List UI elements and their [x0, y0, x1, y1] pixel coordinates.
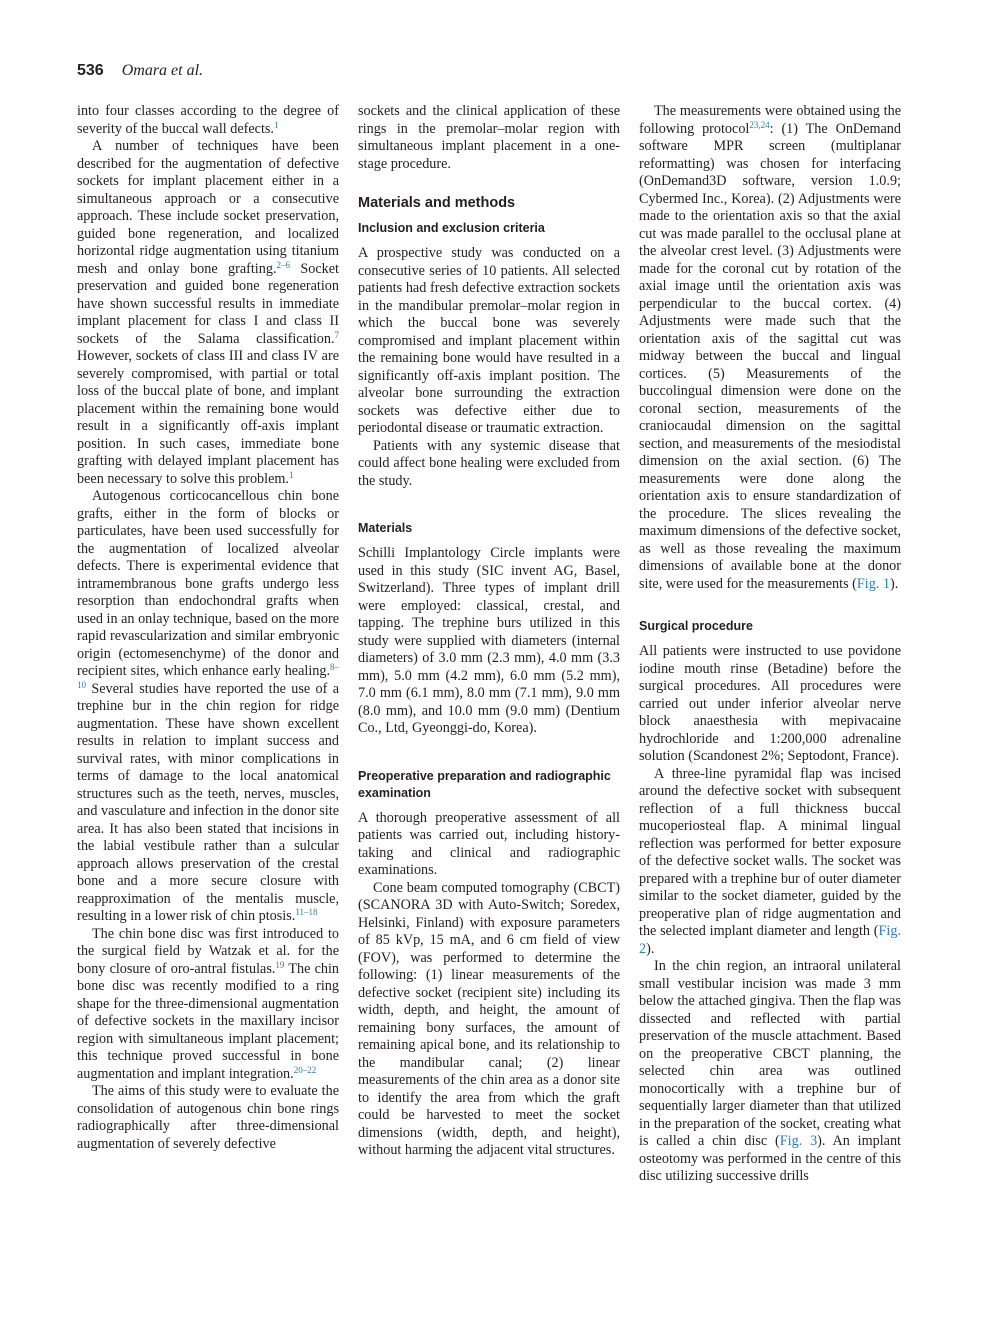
paragraph: A prospective study was conducted on a consecutive series of 10 patients. All selected patients had fresh defective extraction sockets in the mandibular premolar–molar region in which the buccal bone was severely compromised and implant placement within the remaining bone would have resulted in a significantly off-axis implant position. The alveolar bone surrounding the extraction sockets was defective either due to periodontal disease or traumatic extraction.: [358, 245, 620, 436]
paragraph: A thorough preoperative assessment of all patients was carried out, including history-taking and clinical and radiographic examinations.: [358, 809, 620, 878]
paragraph: The measurements were obtained using the following protocol$^{23,24}$: (1) The OnDemand software MPR screen (multiplanar reformatting) was chosen for interfacing (OnDemand3D software, version 1.0.9; Cybermed Inc., Korea). (2) Adjustments were made to the orientation axis so that the axial cut was made parallel to the occlusal plane at the alveolar crest level. (3) Adjustments were made for the coronal cut by rotation of the axial image until the orientation axis was perpendicular to the buccal cortex. (4) Adjustments were made such that the orientation axis of the sagittal cut was midway between the buccal and lingual cortices. (5) Measurements of the buccolingual dimension were done on the coronal section, measurements of the craniocaudal dimension on the sagittal section, and measurements of the mesiodistal dimension on the axial section. (6) The measurements were done along the orientation axis to ensure standardization of the procedure. The slices revealing the maximum dimensions of the defective socket, as well as those revealing the maximum dimensions of available bone at the donor site, were used for the measurements (Fig. 1).: [639, 103, 901, 592]
citation-link[interactable]: 7: [334, 329, 339, 340]
citation-link[interactable]: 1: [288, 469, 294, 480]
citation-link[interactable]: 1: [273, 119, 279, 130]
paragraph: In the chin region, an intraoral unilateral small vestibular incision was made 3 mm below the attached gingiva. Then the flap was dissected and reflected with partial preservation of the muscle attachment. Based on the preoperative CBCT planning, the selected chin area was outlined monocortically with a trephine bur of sequentially larger diameter than that utilized in the preparation of the socket, creating what is called a chin disc (Fig. 3). An implant osteotomy was performed in the centre of this disc utilizing successive drills: [639, 958, 901, 1184]
citation-link[interactable]: 11–18: [295, 907, 318, 917]
paragraph: Patients with any systemic disease that could affect bone healing were excluded from the study.: [358, 437, 620, 489]
figure-link[interactable]: Fig. 2: [639, 923, 901, 957]
paragraph: All patients were instructed to use povidone iodine mouth rinse (Betadine) before the surgical procedures. All procedures were carried out under inferior alveolar nerve block anaesthesia with mepivacaine hydrochloride and 1:200,000 adrenaline solution (Scandonest 2%; Septodont, France).: [639, 643, 901, 764]
paragraph: sockets and the clinical application of these rings in the premolar–molar region with simultaneous implant placement in a one-stage procedure.: [358, 103, 620, 172]
figure-link[interactable]: Fig. 1: [856, 575, 890, 592]
paragraph: The chin bone disc was first introduced to the surgical field by Watzak et al. for the bony closure of oro-antral fistulas.$^{19}$ The chin bone disc was recently modified to a ring shape for the three-dimensional augmentation of defective sockets in the maxillary incisor region with simultaneous implant placement; this technique proved successful in bone augmentation and implant integration.$^{20-22}$: [77, 925, 339, 1082]
paragraph: Cone beam computed tomography (CBCT) (SCANORA 3D with Auto-Switch; Soredex, Helsinki, Finland) with exposure parameters of 85 kVp, 15 mA, and 6 cm field of view (FOV), was performed to determine the following: (1) linear measurements of the defective socket (recipient site) including its width, depth, and height, the amount of remaining bony surfaces, the amount of remaining apical bone, and its relationship to the mandibular canal; (2) linear measurements of the chin area as a donor site to identify the area from which the graft could be harvested to meet the socket dimensions (width, depth, and height), without harming the adjacent vital structures.: [358, 879, 620, 1158]
citation-link[interactable]: 23,24: [749, 119, 770, 130]
column-2: [358, 103, 620, 1160]
running-head-authors: Omara et al.: [121, 62, 204, 79]
subsection-heading-surgical-procedure: Surgical procedure: [639, 619, 753, 633]
page-number: 536: [77, 62, 104, 79]
column-1: [77, 103, 339, 1153]
paragraph: into four classes according to the degree of severity of the buccal wall defects.$^1$: [77, 103, 339, 137]
section-heading-materials-and-methods: Materials and methods: [358, 195, 516, 211]
running-header: [77, 62, 203, 80]
subsection-heading-inclusion-exclusion: Inclusion and exclusion criteria: [358, 221, 545, 235]
figure-link[interactable]: Fig. 3: [779, 1133, 818, 1149]
paragraph: The aims of this study were to evaluate the consolidation of autogenous chin bone rings radiographically after three-dimensional augmentation of severely defective: [77, 1083, 339, 1152]
paragraph: A three-line pyramidal flap was incised around the defective socket with subsequent reflection of a full thickness buccal mucoperiosteal flap. A minimal lingual reflection was performed for better exposure of the defective socket walls. The socket was prepared with a trephine bur of outer diameter similar to the socket diameter, guided by the preoperative plan of ridge augmentation and the selected implant diameter and length (Fig. 2).: [639, 765, 901, 957]
subsection-heading-preoperative: Preoperative preparation and radiographic examination: [358, 768, 611, 800]
citation-link[interactable]: 20–22: [293, 1064, 317, 1075]
citation-link[interactable]: 19: [275, 959, 285, 970]
column-3: [639, 103, 901, 1186]
citation-link[interactable]: 2–6: [276, 259, 290, 270]
paragraph: Autogenous corticocancellous chin bone grafts, either in the form of blocks or particulates, have been used successfully for the augmentation of localized alveolar defects. There is experimental evidence that intramembranous bone grafts undergo less resorption than endochondral grafts when used in an onlay technique, based on the more rapid revascularization and similar embryonic origin (ectomesenchyme) of the donor and recipient sites, which enhance early healing.$^{8-10}$ Several studies have reported the use of a trephine bur in the chin region for ridge augmentation. These have shown excellent results in relation to implant success and survival rates, with minor complications in terms of damage to the local anatomical structures such as the teeth, nerves, muscles, and vasculature and infection in the donor site area. It has also been stated that incisions in the labial vestibule rather than a sulcular approach allows preservation of the crestal bone and a more secure closure with reapproximation of the mentalis muscle, resulting in a lower risk of chin ptosis.$^{11-18}$: [77, 488, 339, 924]
subsection-heading-materials: Materials: [358, 521, 413, 535]
paragraph: Schilli Implantology Circle implants were used in this study (SIC invent AG, Basel, Switzerland). Three types of implant drill were employed: classical, crestal, and tapping. The trephine burs utilized in this study were supplied with diameters (internal diameters) of 3.0 mm (2.3 mm), 4.0 mm (3.3 mm), 5.0 mm (4.2 mm), 6.0 mm (5.2 mm), 7.0 mm (6.1 mm), 8.0 mm (7.1 mm), 9.0 mm (8.0 mm), and 10.0 mm (9.0 mm) (Dentium Co., Ltd, Gyeonggi-do, Korea).: [358, 545, 620, 736]
paragraph: A number of techniques have been described for the augmentation of defective sockets for implant placement either in a simultaneous approach or a consecutive approach. These include socket preservation, guided bone regeneration, and localized horizontal ridge augmentation using titanium mesh and onlay bone grafting.$^{2-6}$ Socket preservation and guided bone regeneration have shown successful results in immediate implant placement for class I and class II sockets of the Salama classification.$^7$ However, sockets of class III and class IV are severely compromised, with partial or total loss of the buccal plate of bone, and implant placement within the remaining bone would result in a significantly off-axis implant position. In such cases, immediate bone grafting with delayed implant placement has been necessary to solve this problem.$^1$: [77, 138, 339, 487]
citation-link[interactable]: 8–10: [77, 662, 339, 690]
